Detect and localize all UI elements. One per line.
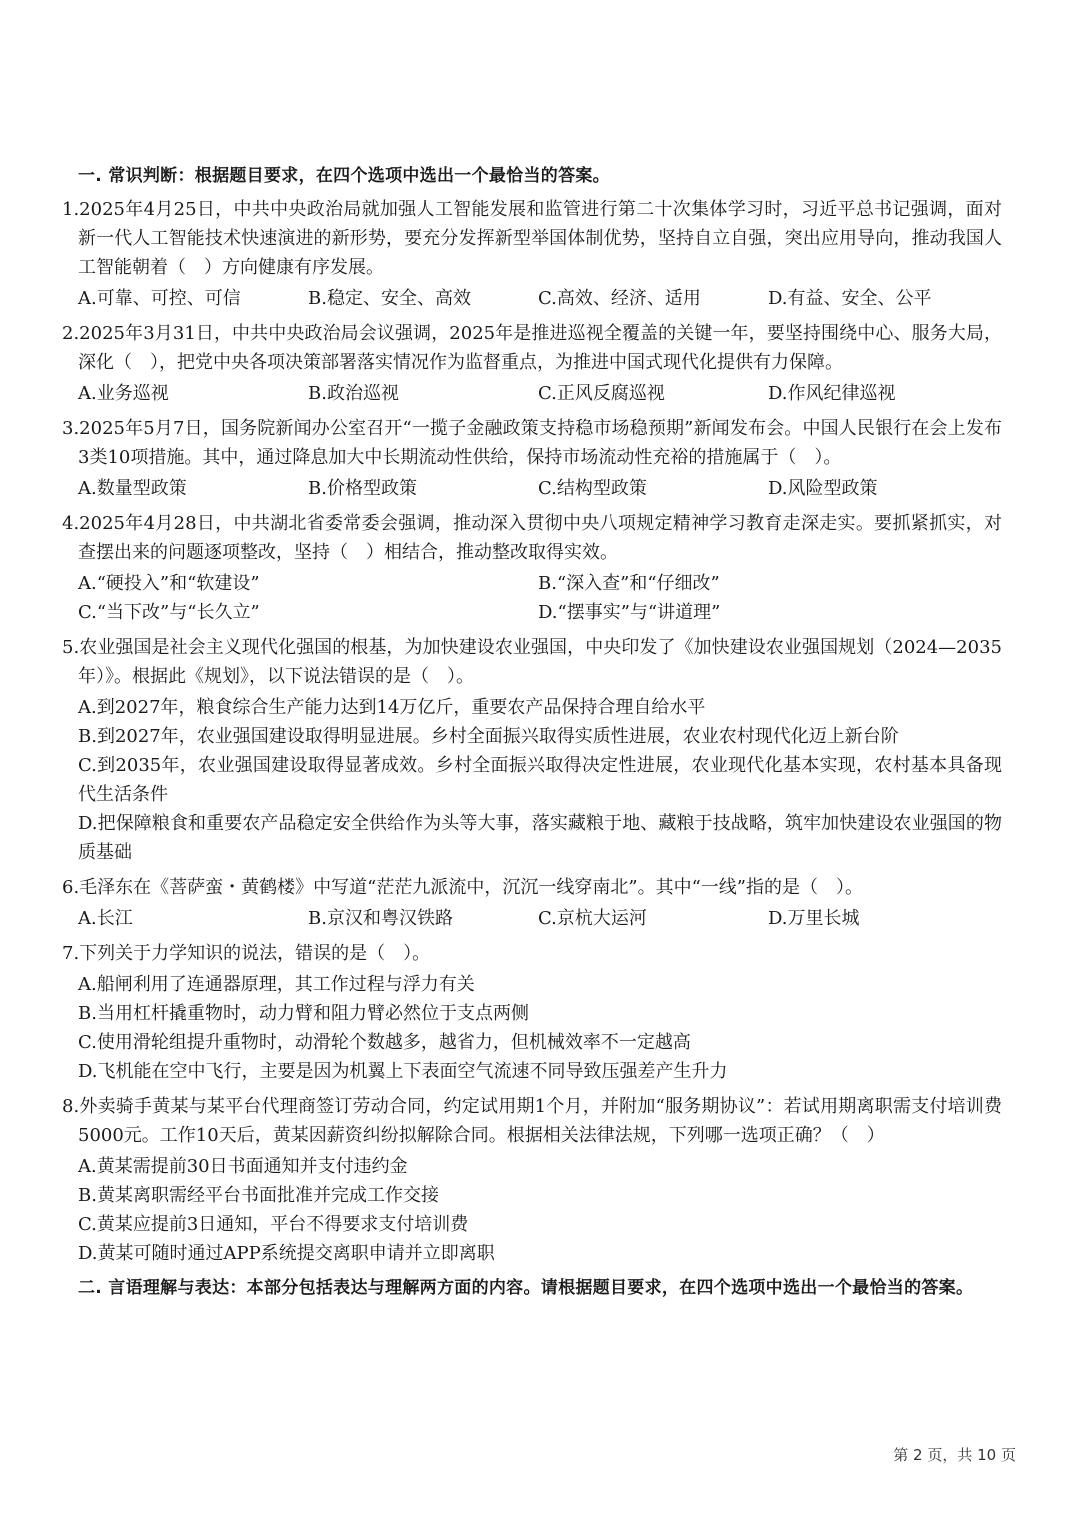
question-8-option-b: B.黄某离职需经平台书面批准并完成工作交接 [78,1185,439,1206]
page-number: 第 2 页，共 10 页 [893,1446,1016,1464]
question-6-option-b: B.京汉和粤汉铁路 [308,908,453,929]
question-5-option-d: D.把保障粮食和重要农产品稳定安全供给作为头等大事，落实藏粮于地、藏粮于技战略，筑牢加快建设农业强国的物质基础 [78,813,1002,863]
question-8-option-a: A.黄某需提前30日书面通知并支付违约金 [78,1156,408,1177]
question-6-option-d: D.万里长城 [768,908,860,929]
question-3-stem: 3.2025年5月7日，国务院新闻办公室召开“一揽子金融政策支持稳市场稳预期”新闻发布会。中国人民银行在会上发布3类10项措施。其中，通过降息加大中长期流动性供给，保持市场流动性充裕的措施属于（ ）。 [62,418,1002,468]
question-3-option-d: D.风险型政策 [768,478,878,499]
question-4-option-c: C.“当下改”与“长久立” [78,602,260,623]
question-3-options [62,474,1002,503]
question-6 [62,873,1002,933]
question-1 [62,195,1002,313]
question-2-option-a: A.业务巡视 [78,383,169,404]
page-content [62,162,1002,1307]
question-8 [62,1092,1002,1268]
question-1-option-d: D.有益、安全、公平 [768,288,932,309]
question-7-stem: 7.下列关于力学知识的说法，错误的是（ ）。 [62,943,431,964]
question-7-option-c: C.使用滑轮组提升重物时，动滑轮个数越多，越省力，但机械效率不一定越高 [78,1032,691,1053]
question-4-option-a: A.“硬投入”和“软建设” [78,573,260,594]
question-7-option-b: B.当用杠杆撬重物时，动力臂和阻力臂必然位于支点两侧 [78,1003,529,1024]
question-5-option-c: C.到2035年，农业强国建设取得显著成效。乡村全面振兴取得决定性进展，农业现代化基本实现，农村基本具备现代生活条件 [78,755,1002,805]
question-6-option-a: A.长江 [78,908,133,929]
question-1-option-c: C.高效、经济、适用 [538,288,701,309]
question-1-stem: 1.2025年4月25日，中共中央政治局就加强人工智能发展和监管进行第二十次集体学习时，习近平总书记强调，面对新一代人工智能技术快速演进的新形势，要充分发挥新型举国体制优势，坚持自立自强，突出应用导向，推动我国人工智能朝着（ ）方向健康有序发展。 [62,199,1002,278]
question-8-stem: 8.外卖骑手黄某与某平台代理商签订劳动合同，约定试用期1个月，并附加“服务期协议”：若试用期离职需支付培训费5000元。工作10天后，黄某因薪资纠纷拟解除合同。根据相关法律法规，下列哪一选项正确？（ ） [62,1096,1002,1146]
question-8-options [62,1152,1002,1268]
question-4-stem: 4.2025年4月28日，中共湖北省委常委会强调，推动深入贯彻中央八项规定精神学习教育走深走实。要抓紧抓实，对查摆出来的问题逐项整改，坚持（ ）相结合，推动整改取得实效。 [62,513,1002,563]
question-7-option-a: A.船闸利用了连通器原理，其工作过程与浮力有关 [78,974,475,995]
question-5-option-b: B.到2027年，农业强国建设取得明显进展。乡村全面振兴取得实质性进展，农业农村现代化迈上新台阶 [78,726,899,747]
question-8-option-d: D.黄某可随时通过APP系统提交离职申请并立即离职 [78,1243,495,1264]
question-6-options [62,904,1002,933]
question-2-options [62,379,1002,408]
question-1-options [62,284,1002,313]
question-4-option-b: B.“深入查”和“仔细改” [538,573,720,594]
section-2-title: 二. 言语理解与表达：本部分包括表达与理解两方面的内容。请根据题目要求，在四个选项中选出一个最恰当的答案。 [78,1278,974,1298]
question-1-option-a: A.可靠、可控、可信 [78,288,241,309]
question-1-option-b: B.稳定、安全、高效 [308,288,471,309]
question-2-stem: 2.2025年3月31日，中共中央政治局会议强调，2025年是推进巡视全覆盖的关键一年，要坚持围绕中心、服务大局，深化（ ），把党中央各项决策部署落实情况作为监督重点，为推进中国式现代化提供有力保障。 [62,323,1002,373]
question-3-option-b: B.价格型政策 [308,478,417,499]
question-7-option-d: D.飞机能在空中飞行，主要是因为机翼上下表面空气流速不同导致压强差产生升力 [78,1061,728,1082]
section-1-title: 一. 常识判断：根据题目要求，在四个选项中选出一个最恰当的答案。 [78,166,610,186]
question-2 [62,319,1002,408]
question-4-options [62,569,1002,627]
question-8-option-c: C.黄某应提前3日通知，平台不得要求支付培训费 [78,1214,469,1235]
question-6-option-c: C.京杭大运河 [538,908,647,929]
question-5-stem: 5.农业强国是社会主义现代化强国的根基，为加快建设农业强国，中央印发了《加快建设农业强国规划（2024—2035年）》。根据此《规划》，以下说法错误的是（ ）。 [62,637,1002,687]
question-4 [62,509,1002,627]
question-5-option-a: A.到2027年，粮食综合生产能力达到14万亿斤，重要农产品保持合理自给水平 [78,697,706,718]
question-7-options [62,970,1002,1086]
question-3-option-a: A.数量型政策 [78,478,187,499]
question-2-option-c: C.正风反腐巡视 [538,383,665,404]
question-4-option-d: D.“摆事实”与“讲道理” [538,602,721,623]
question-6-stem: 6.毛泽东在《菩萨蛮・黄鹤楼》中写道“茫茫九派流中，沉沉一线穿南北”。其中“一线”指的是（ ）。 [62,877,863,898]
question-2-option-d: D.作风纪律巡视 [768,383,896,404]
question-5-options [62,693,1002,867]
question-2-option-b: B.政治巡视 [308,383,399,404]
question-3 [62,414,1002,503]
question-5 [62,633,1002,867]
question-7 [62,939,1002,1086]
question-3-option-c: C.结构型政策 [538,478,647,499]
